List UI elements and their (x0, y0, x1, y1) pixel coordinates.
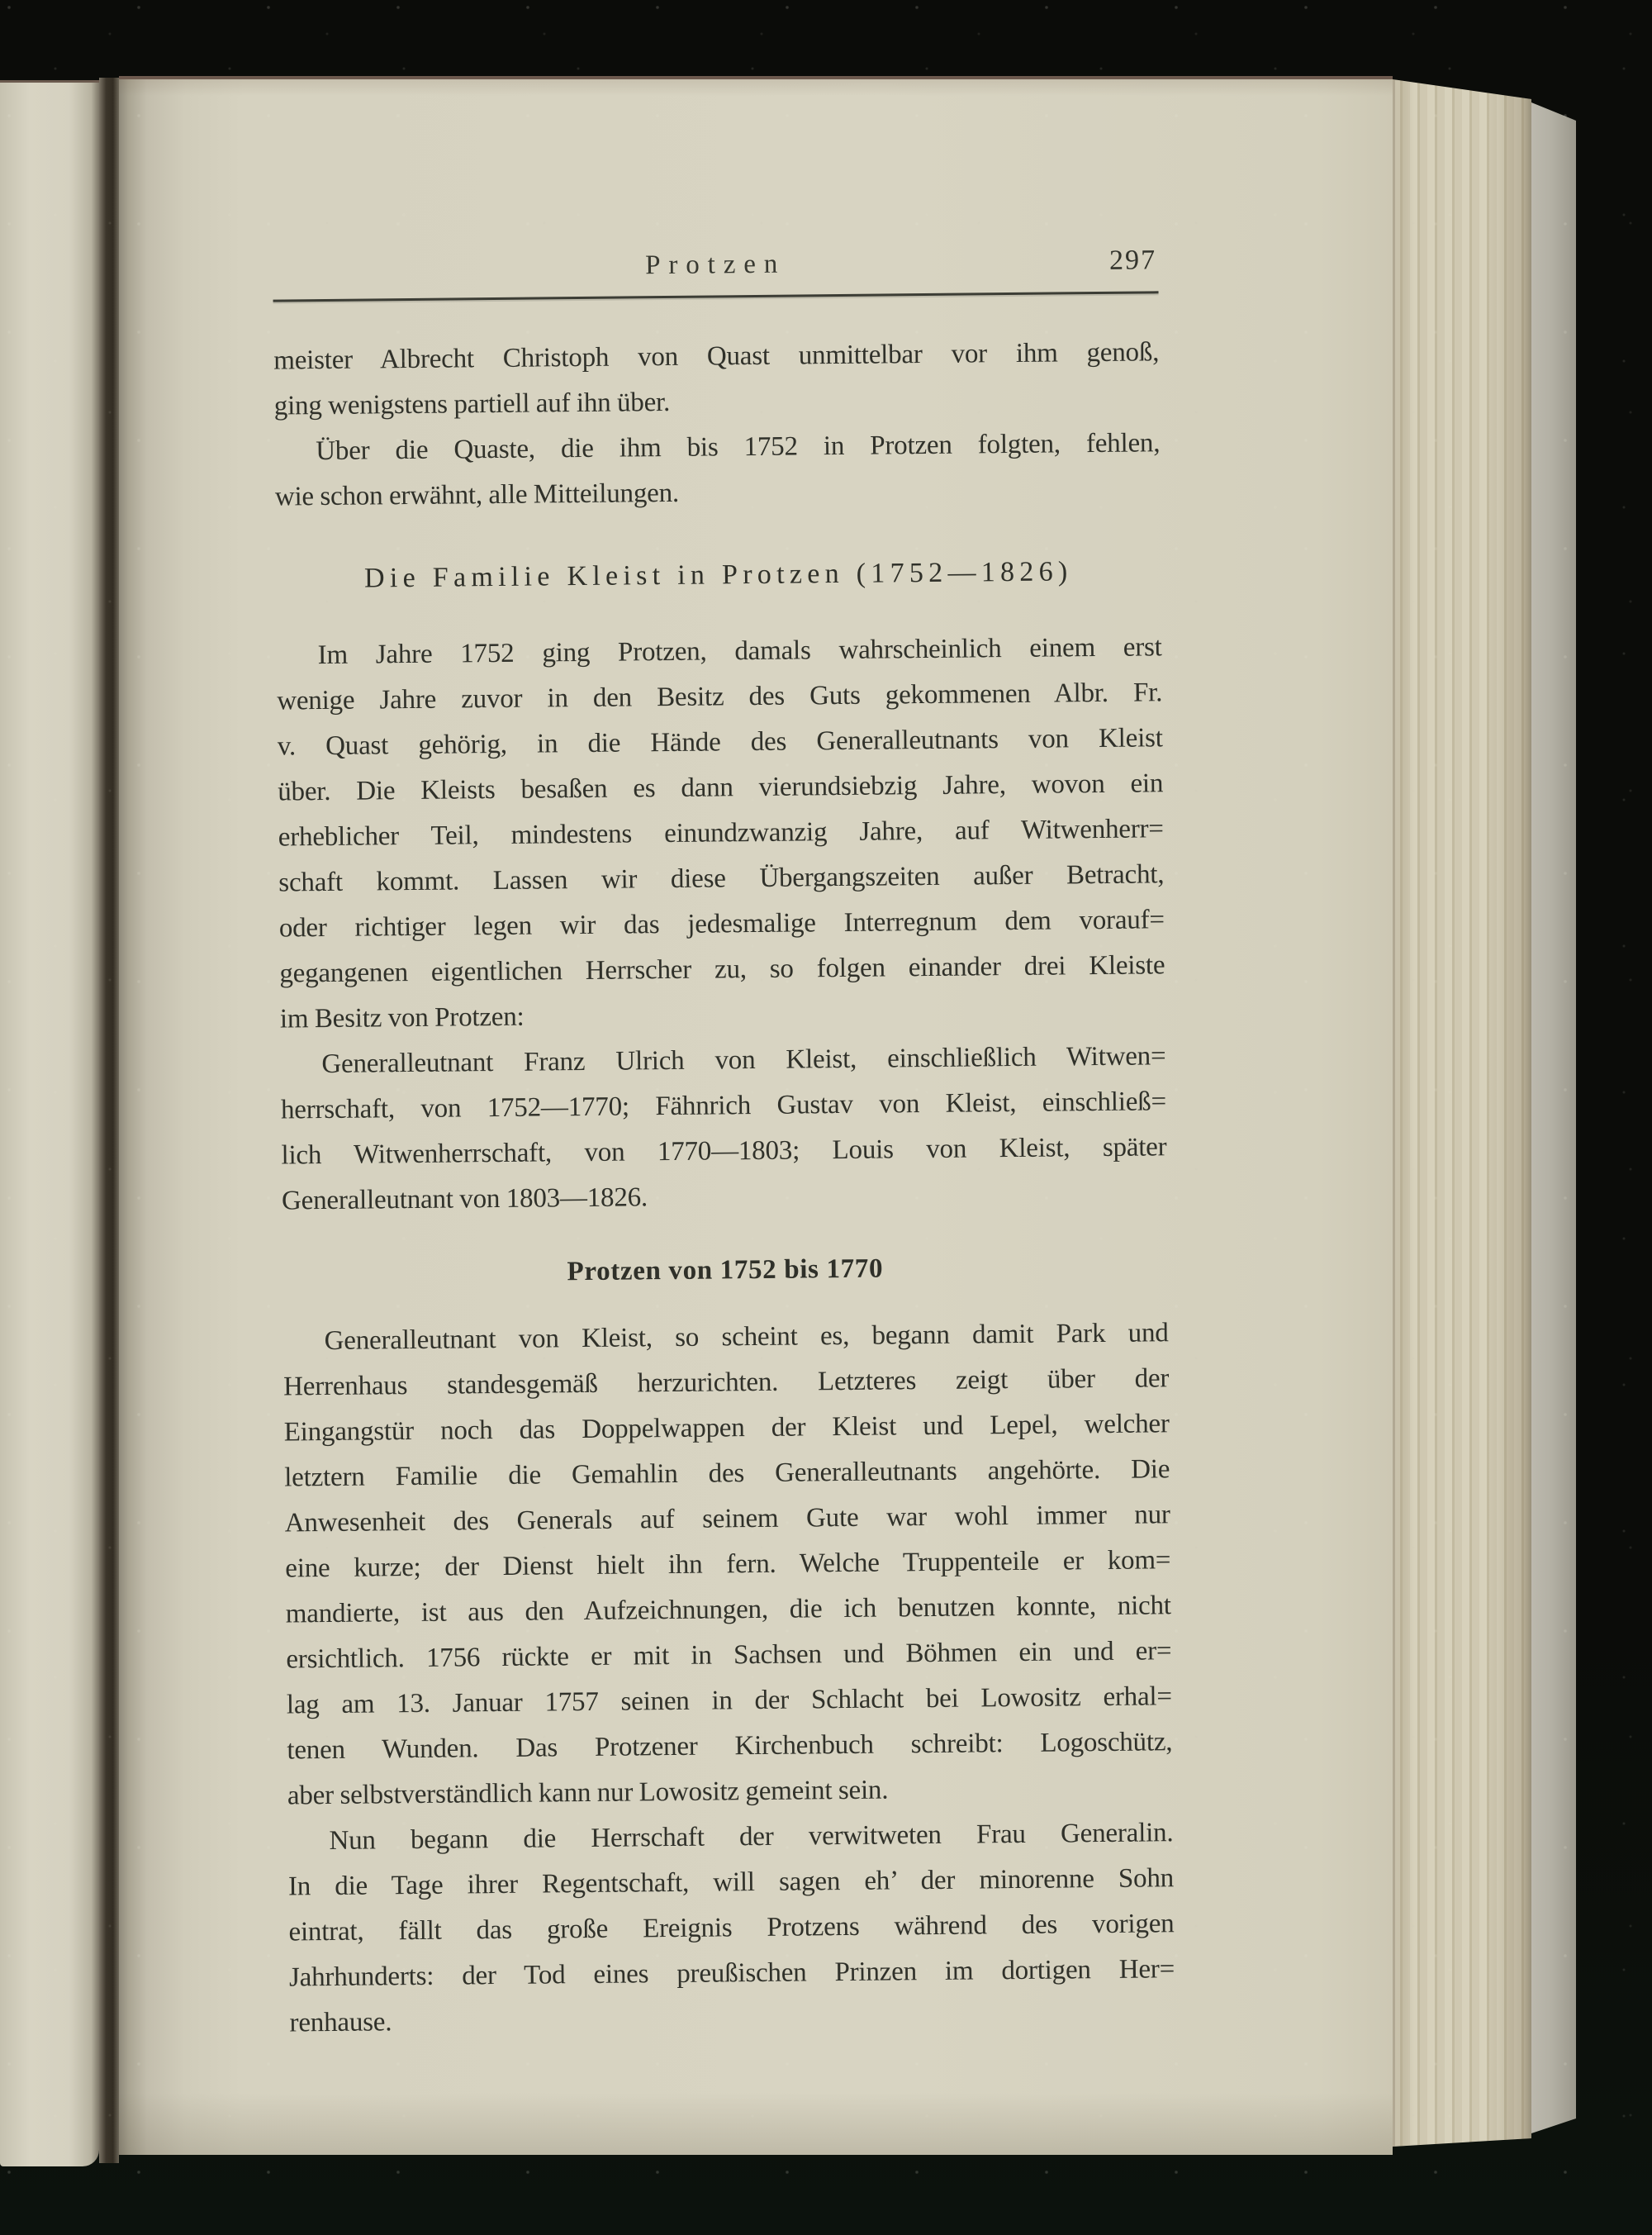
text-line: oder richtiger legen wir das jedesmalige Interregnum dem vorauf= (278, 905, 1165, 944)
text-line: Nun begann die Herrschaft der verwitweten Frau Generalin. (329, 1818, 1174, 1857)
text-line: aber selbstverständlich kann nur Lowositz gemeint sein. (287, 1775, 889, 1811)
book-page (119, 76, 1393, 2155)
page-block-fore-edge (1393, 79, 1531, 2147)
text-line: lag am 13. Januar 1757 seinen in der Schlacht bei Lowositz erhal= (286, 1681, 1173, 1720)
running-header (273, 243, 1158, 286)
text-line: herrschaft, von 1752—1770; Fähnrich Gustav von Kleist, einschließ= (280, 1087, 1167, 1125)
text-line: In die Tage ihrer Regentschaft, will sagen eh’ der minorenne Sohn (287, 1863, 1175, 1902)
text-line: tenen Wunden. Das Protzener Kirchenbuch schreibt: Logoschütz, (287, 1727, 1173, 1766)
text-line: Generalleutnant von Kleist, so scheint es, begann damit Park und (324, 1318, 1169, 1357)
subsection-heading: Protzen von 1752 bis 1770 (567, 1253, 884, 1287)
paragraph (287, 1810, 1175, 2046)
text-line: eintrat, fällt das große Ereignis Protzens während des vorigen (288, 1909, 1175, 1947)
text-line: lich Witwenherrschaft, von 1770—1803; Louis von Kleist, später (281, 1132, 1167, 1171)
book-cover-edge (1531, 91, 1576, 2138)
running-header-title: Protzen (644, 249, 786, 281)
text-line: wie schon erwähnt, alle Mitteilungen. (274, 478, 680, 512)
page-content (273, 243, 1175, 2046)
text-line: über. Die Kleists besaßen es dann vierundsiebzig Jahre, wovon ein (278, 768, 1164, 807)
text-line: wenige Jahre zuvor in den Besitz des Guts gekommenen Albr. Fr. (277, 678, 1163, 716)
section-heading: Die Familie Kleist in Protzen (1752—1826) (363, 556, 1073, 594)
text-line: eine kurze; der Dienst hielt ihn fern. Welche Truppenteile er kom= (285, 1545, 1171, 1584)
text-line: Herrenhaus standesgemäß herzurichten. Letzteres zeigt über der (283, 1363, 1170, 1402)
text-line: ersichtlich. 1756 rückte er mit in Sachsen und Böhmen ein und er= (286, 1636, 1172, 1675)
text-line: schaft kommt. Lassen wir diese Übergangszeiten außer Betracht, (278, 859, 1165, 898)
text-line: erheblicher Teil, mindestens einundzwanzig Jahre, auf Witwenherr= (278, 814, 1164, 853)
text-line: Generalleutnant von 1803—1826. (281, 1182, 648, 1216)
text-line: letztern Familie die Gemahlin des Generalleutnants angehörte. Die (284, 1454, 1170, 1493)
paragraph (274, 421, 1161, 520)
text-line: Anwesenheit des Generals auf seinem Gute war wohl immer nur (284, 1500, 1170, 1538)
text-line: Jahrhunderts: der Tod eines preußischen Prinzen im dortigen Her= (288, 1954, 1175, 1993)
text-line: v. Quast gehörig, in die Hände des Generalleutnants von Kleist (277, 723, 1163, 762)
text-line: gegangenen eigentlichen Herrscher zu, so folgen einander drei Kleiste (279, 950, 1165, 989)
text-line: meister Albrecht Christoph von Quast unmittelbar vor ihm genoß, (273, 337, 1160, 376)
text-line: Im Jahre 1752 ging Protzen, damals wahrscheinlich einem erst (317, 632, 1162, 671)
facing-page-edge (0, 80, 99, 2166)
text-line: renhause. (289, 2007, 392, 2038)
text-line: ging wenigstens partiell auf ihn über. (273, 387, 671, 421)
header-rule (273, 291, 1159, 302)
book-gutter-shadow (99, 78, 119, 2163)
text-line: im Besitz von Protzen: (279, 1001, 525, 1034)
text-line: mandierte, ist aus den Aufzeichnungen, die ich benutzen konnte, nicht (285, 1591, 1171, 1629)
page-number: 297 (1108, 245, 1157, 276)
text-line: Eingangstür noch das Doppelwappen der Kleist und Lepel, welcher (283, 1409, 1170, 1448)
paragraph (276, 625, 1165, 1042)
text-line: Generalleutnant Franz Ulrich von Kleist, einschließlich Witwen= (321, 1041, 1166, 1080)
paragraph (282, 1310, 1173, 1819)
paragraph (273, 330, 1160, 429)
text-line: Über die Quaste, die ihm bis 1752 in Protzen folgten, fehlen, (316, 428, 1161, 467)
paragraph (280, 1034, 1167, 1224)
